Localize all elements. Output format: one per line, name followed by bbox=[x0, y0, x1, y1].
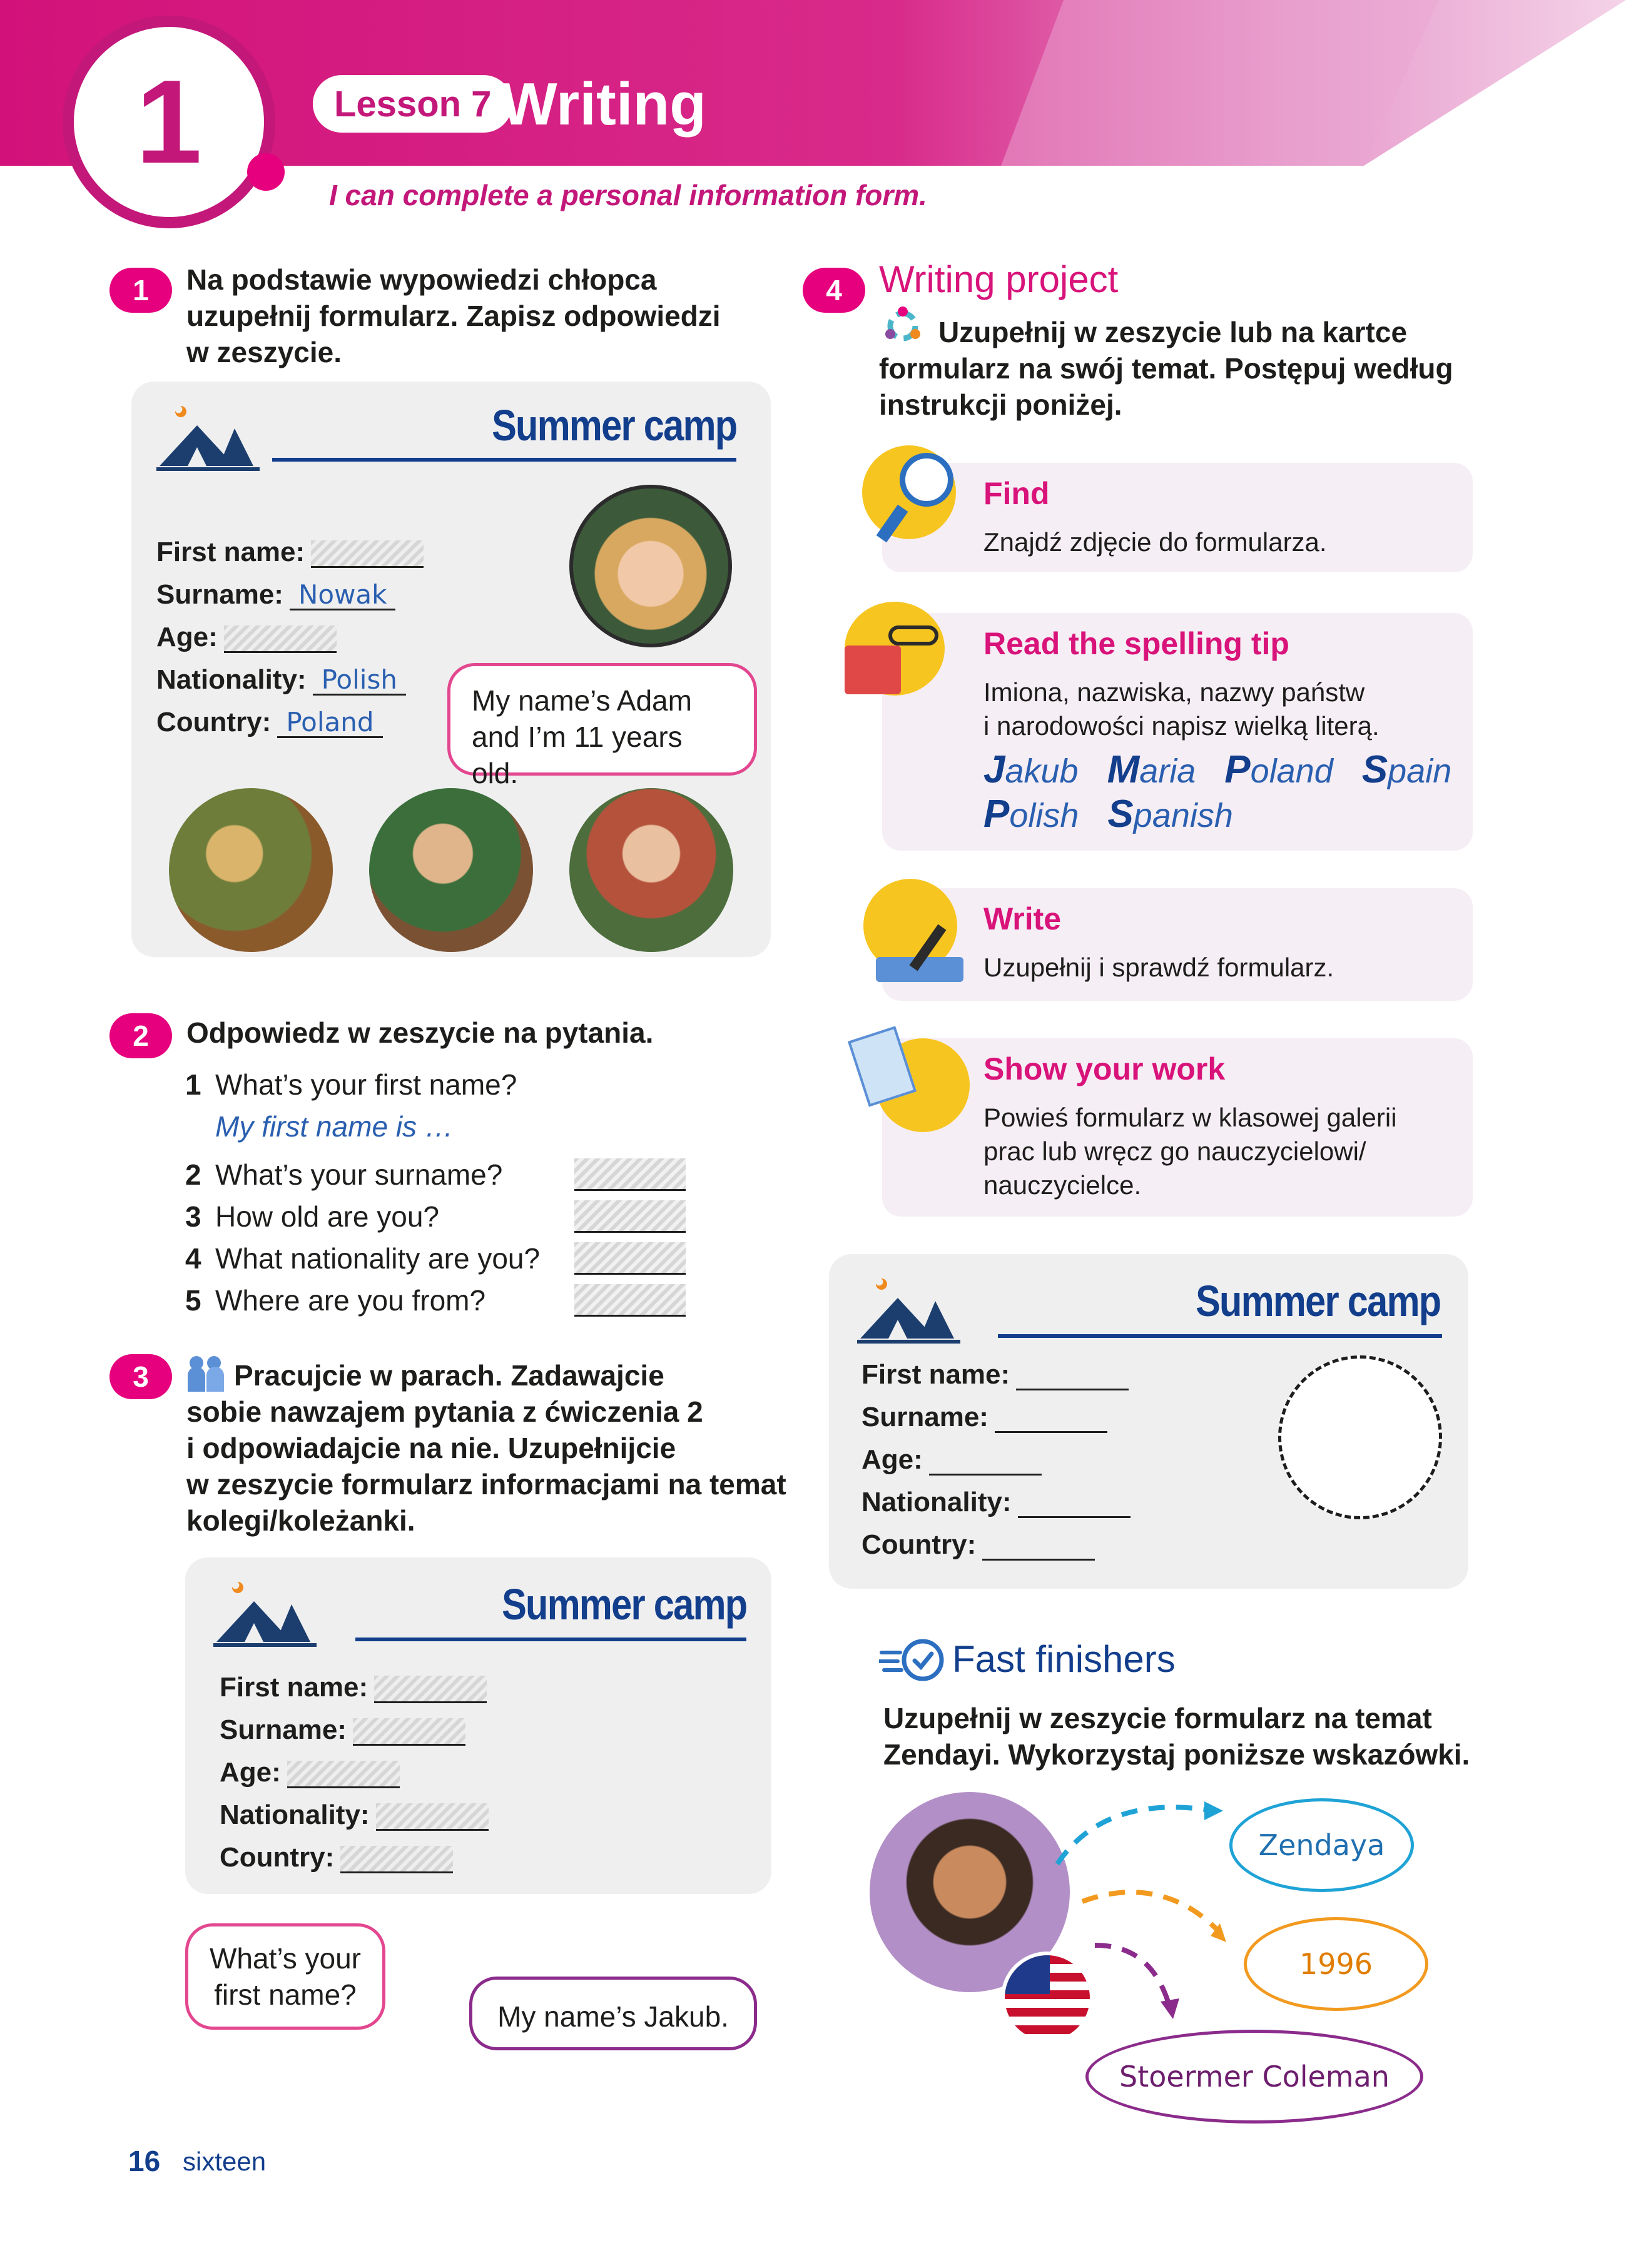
clue-surname: Stoermer Coleman bbox=[1085, 2030, 1423, 2124]
form-row-surname: Surname: bbox=[861, 1390, 1131, 1433]
answer-blank bbox=[574, 1200, 686, 1233]
blank bbox=[287, 1761, 400, 1788]
exercise-1-number: 1 bbox=[109, 268, 172, 313]
question-4: 4 What nationality are you? bbox=[185, 1237, 698, 1279]
exercise-2-instruction: Odpowiedz w zeszycie na pytania. bbox=[186, 1016, 654, 1049]
form-row-country: Country: bbox=[861, 1518, 1131, 1561]
clue-first-name: Zendaya bbox=[1229, 1798, 1414, 1892]
spelling-example: Spain bbox=[1361, 748, 1452, 791]
step-text: Uzupełnij i sprawdź formularz. bbox=[983, 953, 1334, 982]
exercise-3-number: 3 bbox=[109, 1354, 172, 1399]
speech-bubble-question: What’s your first name? bbox=[185, 1923, 385, 2030]
form-title-underline bbox=[998, 1334, 1442, 1338]
spelling-example: Spanish bbox=[1107, 792, 1233, 836]
answer-blank bbox=[574, 1284, 686, 1317]
summer-camp-form-card-3 bbox=[185, 1557, 771, 1894]
form-row-surname: Surname: Nowak bbox=[156, 568, 424, 610]
camp-tent-icon bbox=[153, 403, 263, 475]
clue-arrows bbox=[1045, 1783, 1258, 2033]
camp-tent-icon bbox=[854, 1276, 963, 1348]
form-fields bbox=[220, 1661, 489, 1873]
exercise-3-instruction: Pracujcie w parach. Zadawajcie sobie nawzajem pytania z ćwiczenia 2 i odpowiadajcie na nie. Uzupełnijcie w zeszycie formularz informacjami na temat kolegi/koleżanki. bbox=[186, 1359, 786, 1537]
blank bbox=[374, 1676, 487, 1703]
blank bbox=[1016, 1363, 1129, 1390]
lesson-title: Writing bbox=[501, 71, 706, 138]
summer-camp-form-card-4 bbox=[829, 1254, 1468, 1589]
writing-emoji-icon bbox=[863, 879, 957, 973]
unit-number-badge: 1 bbox=[63, 16, 275, 228]
show-work-emoji-icon bbox=[876, 1038, 970, 1132]
step-text: Powieś formularz w klasowej galerii prac lub wręcz go nauczycielowi/ nauczycielce. bbox=[983, 1103, 1397, 1200]
first-name-blank bbox=[311, 540, 424, 568]
exercise-1-instruction: Na podstawie wypowiedzi chłopca uzupełnij formularz. Zapisz odpowiedzi w zeszycie. bbox=[186, 263, 721, 368]
form-row-surname: Surname: bbox=[220, 1703, 489, 1746]
form-title: Summer camp bbox=[1195, 1277, 1440, 1325]
blank bbox=[340, 1846, 453, 1873]
form-row-nationality: Nationality: bbox=[861, 1476, 1131, 1518]
fast-finishers-instruction: Uzupełnij w zeszycie formularz na temat Zendayi. Wykorzystaj poniższe wskazówki. bbox=[883, 1702, 1470, 1771]
kids-tug-of-war-photo bbox=[369, 788, 533, 952]
form-title-underline bbox=[272, 458, 736, 462]
camp-tent-icon bbox=[210, 1579, 320, 1651]
lesson-label: Lesson 7 bbox=[313, 75, 512, 133]
page-number: 16 bbox=[128, 2145, 161, 2177]
kids-cycling-photo bbox=[169, 788, 333, 952]
step-write-card bbox=[882, 888, 1473, 1001]
form-row-age: Age: bbox=[220, 1746, 489, 1788]
blank bbox=[982, 1533, 1095, 1561]
form-fields bbox=[861, 1348, 1131, 1561]
exercise-4-number: 4 bbox=[803, 268, 865, 313]
reading-emoji-icon bbox=[845, 602, 945, 696]
form-fields bbox=[156, 525, 424, 738]
blank bbox=[929, 1448, 1042, 1476]
form-title: Summer camp bbox=[491, 401, 736, 450]
form-row-age: Age: bbox=[156, 610, 424, 653]
photo-placeholder bbox=[1278, 1355, 1442, 1519]
magnifier-emoji-icon bbox=[862, 445, 956, 539]
question-5: 5 Where are you from? bbox=[185, 1279, 698, 1321]
boy-photo bbox=[569, 485, 732, 647]
form-row-age: Age: bbox=[861, 1433, 1131, 1476]
blank bbox=[995, 1405, 1107, 1433]
form-title: Summer camp bbox=[501, 1580, 746, 1629]
nationality-value: Polish bbox=[313, 666, 406, 696]
form-title-underline bbox=[355, 1638, 746, 1641]
step-text: Znajdź zdjęcie do formularza. bbox=[983, 527, 1327, 557]
question-2: 2 What’s your surname? bbox=[185, 1153, 698, 1195]
speech-bubble-answer: My name’s Jakub. bbox=[469, 1977, 757, 2050]
form-row-first-name: First name: bbox=[220, 1661, 489, 1703]
form-row-nationality: Nationality: bbox=[220, 1788, 489, 1831]
questions-list bbox=[185, 1063, 698, 1321]
clue-birth-year: 1996 bbox=[1244, 1917, 1428, 2011]
lesson-objective: I can complete a personal information form. bbox=[329, 179, 927, 211]
form-row-country: Country: bbox=[220, 1831, 489, 1873]
blank bbox=[376, 1803, 489, 1831]
form-row-first-name: First name: bbox=[156, 525, 424, 568]
spelling-example: Poland bbox=[1224, 748, 1333, 791]
summer-camp-form-card-1 bbox=[131, 382, 771, 957]
decorative-dot bbox=[247, 153, 285, 191]
example-answer: My first name is … bbox=[215, 1110, 454, 1143]
answer-blank bbox=[574, 1158, 686, 1191]
form-row-nationality: Nationality: Polish bbox=[156, 653, 424, 696]
country-value: Poland bbox=[277, 709, 382, 738]
exercise-2-number: 2 bbox=[109, 1013, 172, 1058]
kids-exploring-photo bbox=[569, 788, 733, 952]
question-3: 3 How old are you? bbox=[185, 1195, 698, 1237]
blank bbox=[353, 1718, 465, 1746]
page-number-word: sixteen bbox=[183, 2147, 267, 2176]
blank bbox=[1018, 1491, 1131, 1518]
exercise-4-instruction: Uzupełnij w zeszycie lub na kartce formularz na swój temat. Postępuj według instrukcji poniżej. bbox=[879, 316, 1453, 421]
writing-project-title: Writing project bbox=[879, 258, 1119, 300]
step-title: Write bbox=[983, 901, 1062, 936]
age-blank bbox=[224, 625, 337, 653]
fast-finishers-title: Fast finishers bbox=[952, 1638, 1176, 1680]
step-find-card bbox=[882, 463, 1473, 572]
speech-bubble-adam: My name’s Adam and I’m 11 years old. bbox=[447, 663, 757, 776]
answer-blank bbox=[574, 1242, 686, 1275]
surname-value: Nowak bbox=[290, 581, 396, 610]
form-row-first-name: First name: bbox=[861, 1348, 1131, 1390]
form-row-country: Country: Poland bbox=[156, 696, 424, 738]
step-text: Imiona, nazwiska, nazwy państw i narodowości napisz wielką literą. bbox=[983, 677, 1380, 741]
step-spelling-card bbox=[882, 613, 1473, 851]
step-title: Show your work bbox=[983, 1051, 1226, 1086]
spelling-example: Jakub bbox=[983, 748, 1079, 791]
fast-finishers-stopwatch-icon bbox=[879, 1634, 948, 1684]
question-1: 1 What’s your first name? bbox=[185, 1068, 517, 1101]
step-title: Read the spelling tip bbox=[983, 626, 1289, 661]
spelling-example: Maria bbox=[1107, 748, 1196, 791]
spelling-examples bbox=[983, 747, 1459, 836]
step-show-card bbox=[882, 1038, 1473, 1217]
step-title: Find bbox=[983, 476, 1050, 511]
spelling-example: Polish bbox=[983, 792, 1079, 836]
